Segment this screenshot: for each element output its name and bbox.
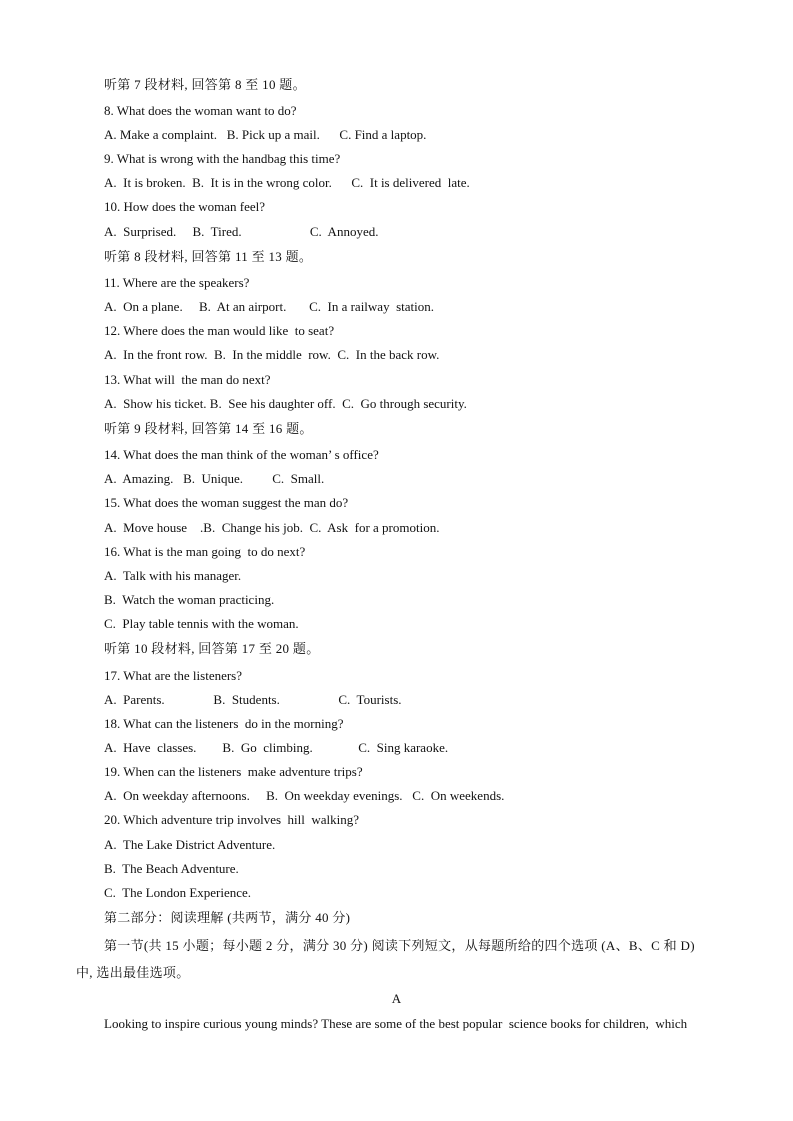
question-11: 11. Where are the speakers?	[104, 275, 250, 290]
options-9: A. It is broken. B. It is in the wrong color. C. It is delivered late.	[104, 175, 470, 190]
section-header-material-7: 听第 7 段材料, 回答第 8 至 10 题。	[104, 77, 306, 92]
question-14: 14. What does the man think of the woman’ s office?	[104, 447, 379, 462]
question-16: 16. What is the man going to do next?	[104, 544, 306, 559]
question-15: 15. What does the woman suggest the man do?	[104, 495, 349, 510]
question-9: 9. What is wrong with the handbag this time?	[104, 151, 341, 166]
options-18: A. Have classes. B. Go climbing. C. Sing karaoke.	[104, 740, 449, 755]
question-8: 8. What does the woman want to do?	[104, 103, 297, 118]
section-header-material-8: 听第 8 段材料, 回答第 11 至 13 题。	[104, 249, 313, 264]
options-15: A. Move house .B. Change his job. C. Ask for a promotion.	[104, 520, 440, 535]
question-13: 13. What will the man do next?	[104, 372, 271, 387]
options-10: A. Surprised. B. Tired. C. Annoyed.	[104, 224, 379, 239]
options-14: A. Amazing. B. Unique. C. Small.	[104, 471, 325, 486]
options-8: A. Make a complaint. B. Pick up a mail. C. Find a laptop.	[104, 127, 427, 142]
reading-instruction-line-2: 中, 选出最佳选项。	[76, 965, 190, 980]
question-12: 12. Where does the man would like to seat?	[104, 323, 335, 338]
options-11: A. On a plane. B. At an airport. C. In a railway station.	[104, 299, 434, 314]
option-16-a: A. Talk with his manager.	[104, 568, 242, 583]
question-10: 10. How does the woman feel?	[104, 199, 266, 214]
option-20-b: B. The Beach Adventure.	[104, 861, 239, 876]
option-16-b: B. Watch the woman practicing.	[104, 592, 275, 607]
options-17: A. Parents. B. Students. C. Tourists.	[104, 692, 402, 707]
reading-section-title: 第二部分：阅读理解 (共两节，满分 40 分)	[104, 910, 351, 925]
options-13: A. Show his ticket. B. See his daughter off. C. Go through security.	[104, 396, 467, 411]
question-19: 19. When can the listeners make adventure trips?	[104, 764, 363, 779]
question-20: 20. Which adventure trip involves hill walking?	[104, 812, 360, 827]
option-20-c: C. The London Experience.	[104, 885, 252, 900]
section-header-material-9: 听第 9 段材料, 回答第 14 至 16 题。	[104, 421, 313, 436]
section-header-material-10: 听第 10 段材料, 回答第 17 至 20 题。	[104, 641, 320, 656]
option-16-c: C. Play table tennis with the woman.	[104, 616, 299, 631]
reading-instruction-line-1: 第一节(共 15 小题；每小题 2 分，满分 30 分) 阅读下列短文，从每题所给的四个选项 (A、B、C 和 D)	[104, 938, 695, 953]
question-17: 17. What are the listeners?	[104, 668, 243, 683]
passage-label: A	[391, 991, 402, 1006]
options-12: A. In the front row. B. In the middle row. C. In the back row.	[104, 347, 440, 362]
question-18: 18. What can the listeners do in the morning?	[104, 716, 344, 731]
option-20-a: A. The Lake District Adventure.	[104, 837, 276, 852]
passage-first-line: Looking to inspire curious young minds? These are some of the best popular science books for children, which	[104, 1016, 688, 1031]
options-19: A. On weekday afternoons. B. On weekday evenings. C. On weekends.	[104, 788, 505, 803]
